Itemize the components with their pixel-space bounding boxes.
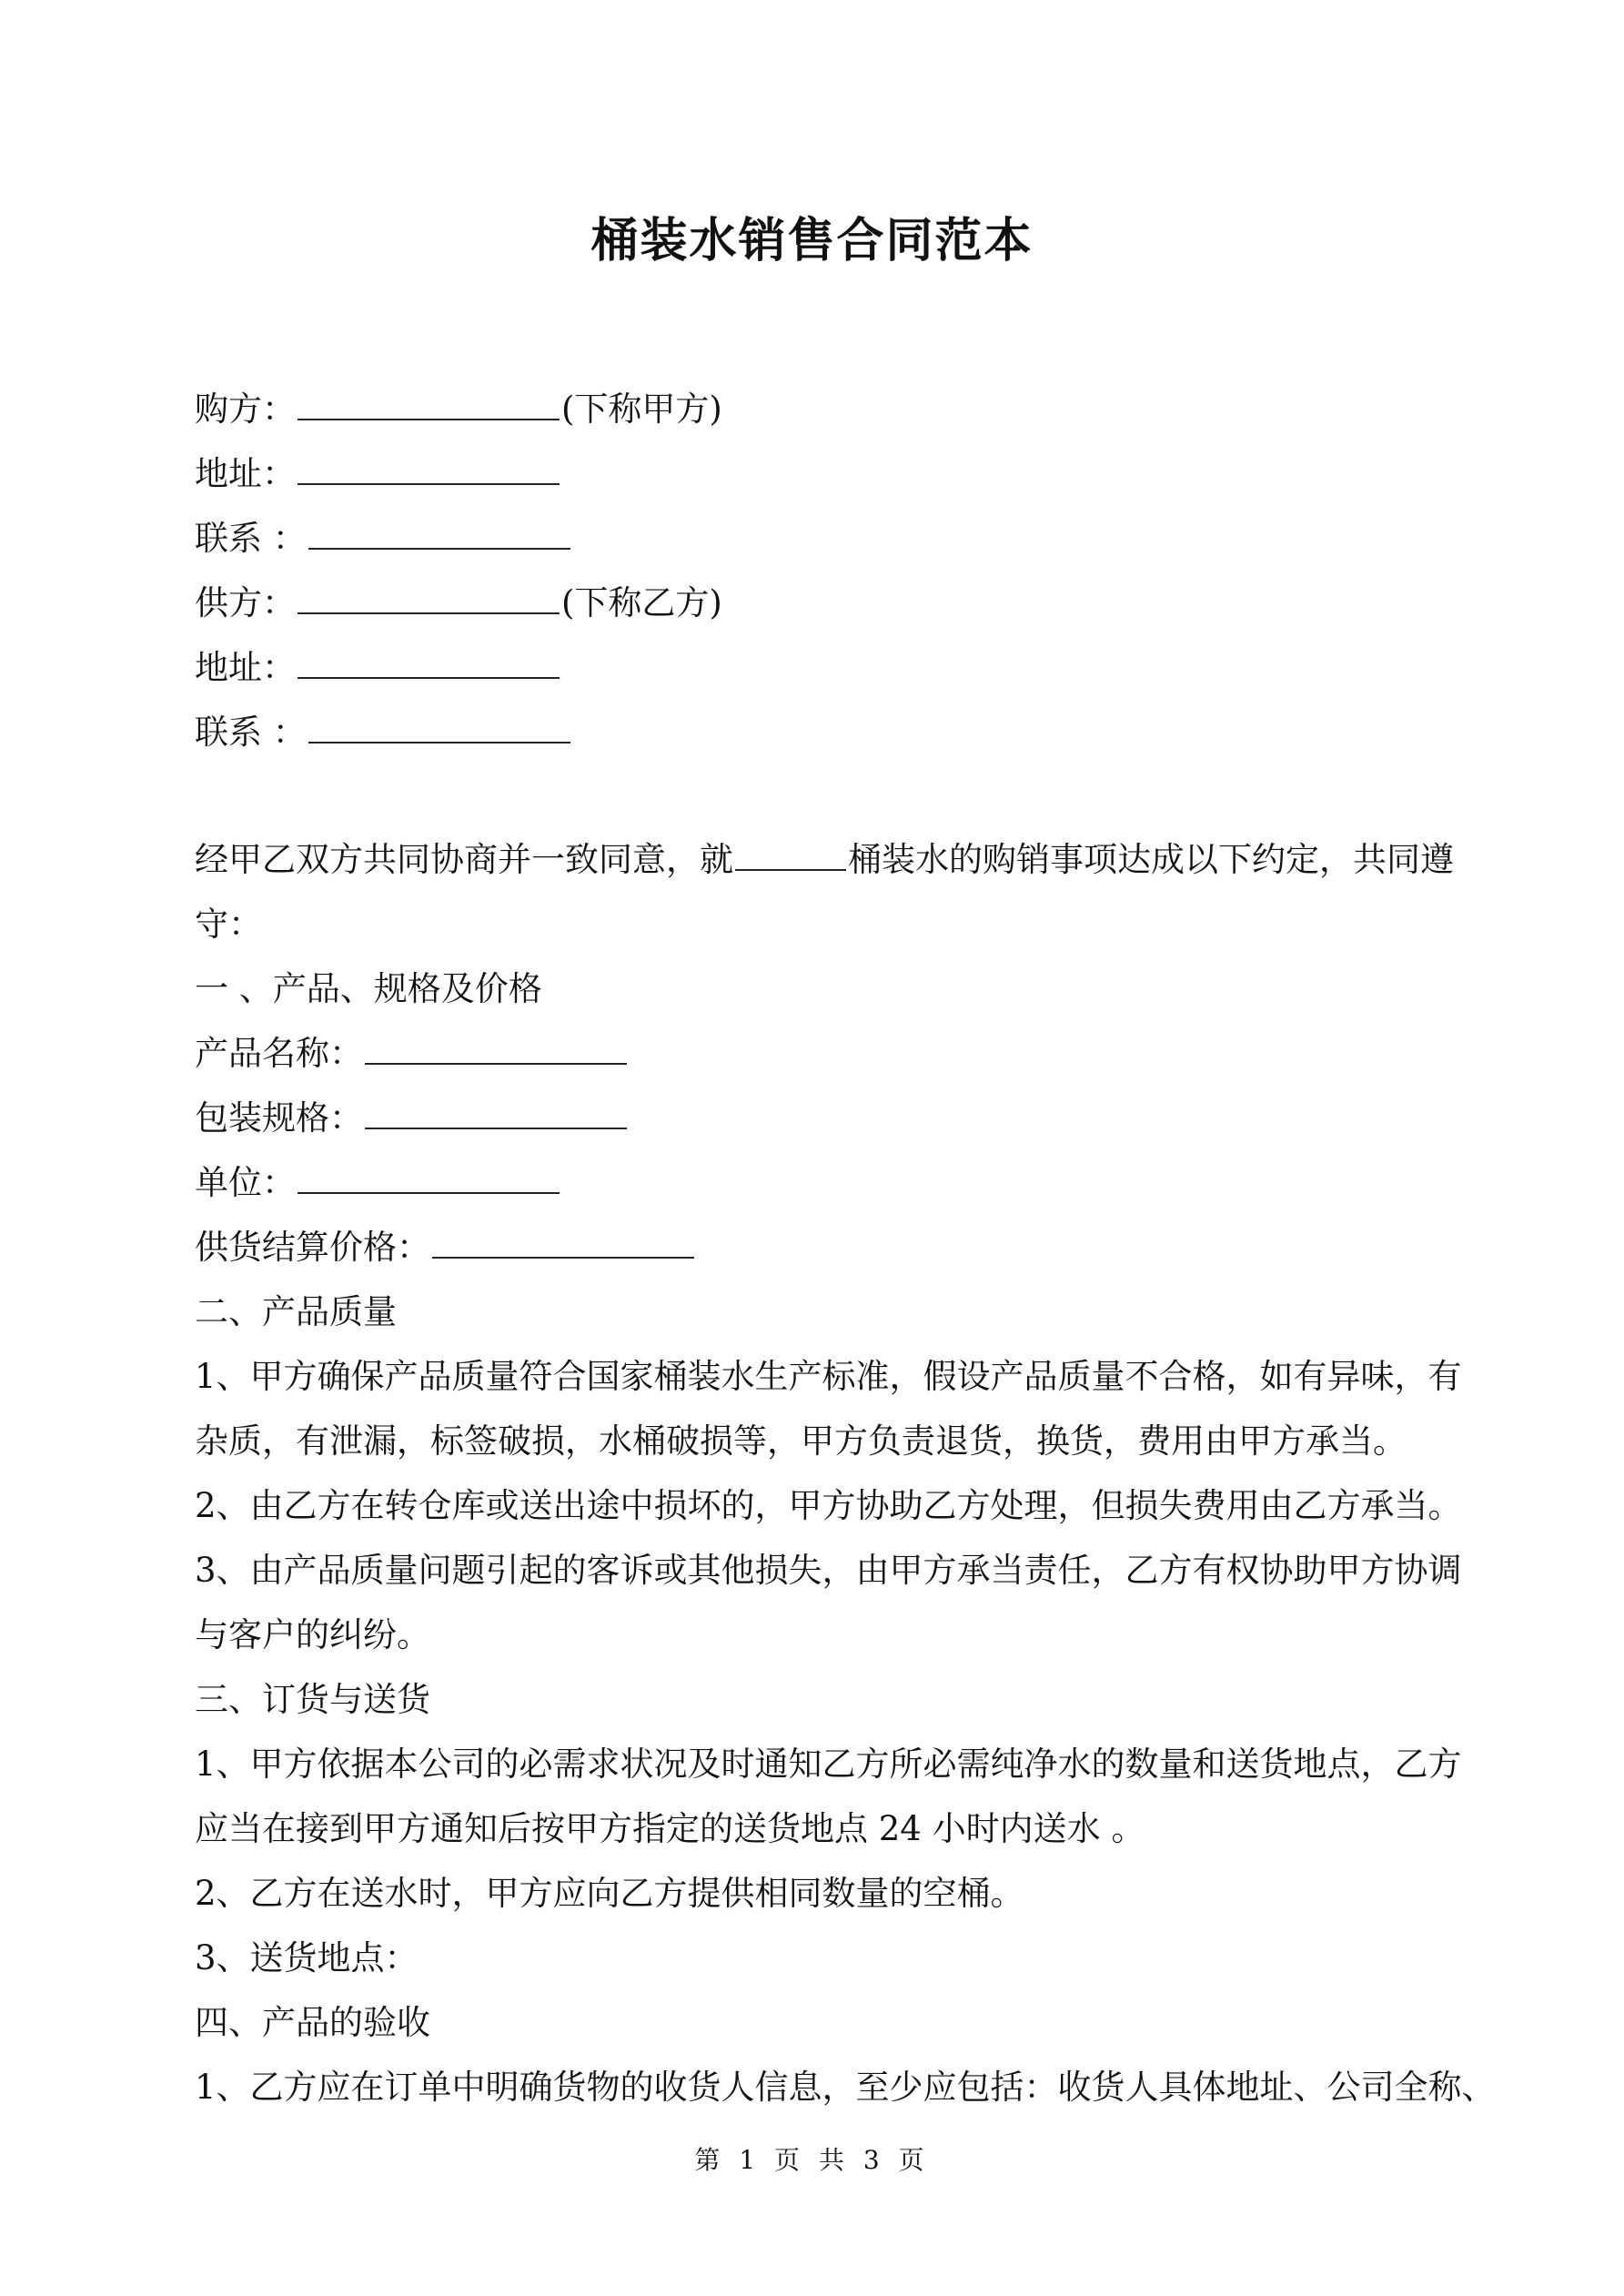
paragraph-line: 1、乙方应在订单中明确货物的收货人信息，至少应包括：收货人具体地址、公司全称、 — [195, 2068, 1496, 2107]
intro-line — [195, 827, 1454, 892]
blank-field[interactable] — [298, 456, 560, 485]
paragraph-line: 3、由产品质量问题引起的客诉或其他损失，由甲方承当责任，乙方有权协助甲方协调 — [195, 1551, 1462, 1590]
blank-field[interactable] — [298, 650, 560, 679]
paragraph-line: 1、甲方确保产品质量符合国家桶装水生产标准，假设产品质量不合格，如有异味，有 — [195, 1357, 1462, 1396]
field-label: 联系 ： — [195, 713, 307, 752]
price-line — [195, 1215, 1443, 1279]
intro-text: 桶装水的购销事项达成以下约定，共同遵 — [848, 840, 1454, 879]
field-label: 购方： — [195, 389, 296, 429]
paragraph-line: 杂质，有泄漏，标签破损，水桶破损等，甲方负责退货，换货，费用由甲方承当。 — [195, 1421, 1407, 1461]
section-heading: 四、产品的验收 — [195, 2003, 430, 2042]
field-label: 供方： — [195, 583, 296, 622]
seller-contact-line — [195, 700, 1443, 764]
paragraph-line: 2、由乙方在转仓库或送出途中损坏的，甲方协助乙方处理，但损失费用由乙方承当。 — [195, 1486, 1462, 1525]
section-heading: 二、产品质量 — [195, 1292, 397, 1331]
intro-text: 经甲乙双方共同协商并一致同意，就 — [195, 840, 733, 879]
parties-block — [195, 377, 1443, 764]
blank-field[interactable] — [365, 1100, 627, 1129]
field-suffix: (下称乙方) — [561, 583, 722, 622]
blank-field[interactable] — [298, 1165, 560, 1194]
intro-line-2: 守： — [195, 905, 262, 944]
paragraph-line: 应当在接到甲方通知后按甲方指定的送货地点 24 小时内送水 。 — [195, 1809, 1145, 1848]
paragraph-line: 1、甲方依据本公司的必需求状况及时通知乙方所必需纯净水的数量和送货地点，乙方 — [195, 1745, 1462, 1784]
blank-field[interactable] — [365, 1036, 627, 1065]
paragraph-line: 3、送货地点： — [195, 1938, 419, 1977]
packaging-line — [195, 1086, 1443, 1150]
blank-field[interactable] — [308, 521, 570, 550]
paragraph-line: 2、乙方在送水时，甲方应向乙方提供相同数量的空桶。 — [195, 1874, 1024, 1913]
seller-address-line — [195, 635, 1443, 700]
field-label: 地址： — [195, 454, 296, 493]
buyer-line — [195, 377, 1443, 441]
contract-body — [195, 827, 1496, 2119]
blank-field[interactable] — [298, 585, 560, 614]
buyer-address-line — [195, 441, 1443, 506]
field-label: 单位： — [195, 1163, 296, 1202]
page-footer: 第 1 页 共 3 页 — [694, 2145, 930, 2175]
field-label: 包装规格： — [195, 1098, 363, 1138]
unit-line — [195, 1150, 1443, 1215]
blank-field[interactable] — [432, 1229, 694, 1259]
blank-field[interactable] — [308, 714, 570, 743]
product-name-line — [195, 1021, 1443, 1086]
field-label: 供货结算价格： — [195, 1228, 430, 1267]
field-label: 产品名称： — [195, 1034, 363, 1073]
seller-line — [195, 571, 1443, 635]
field-label: 联系 ： — [195, 519, 307, 558]
field-suffix: (下称甲方) — [561, 389, 722, 429]
field-label: 地址： — [195, 648, 296, 687]
blank-field[interactable] — [735, 842, 846, 871]
document-title: 桶装水销售合同范本 — [590, 213, 1034, 268]
section-heading: 三、订货与送货 — [195, 1680, 430, 1719]
paragraph-line: 与客户的纠纷。 — [195, 1615, 430, 1654]
section-heading: 一 、产品、规格及价格 — [195, 969, 542, 1008]
blank-field[interactable] — [298, 391, 560, 420]
buyer-contact-line — [195, 506, 1443, 571]
